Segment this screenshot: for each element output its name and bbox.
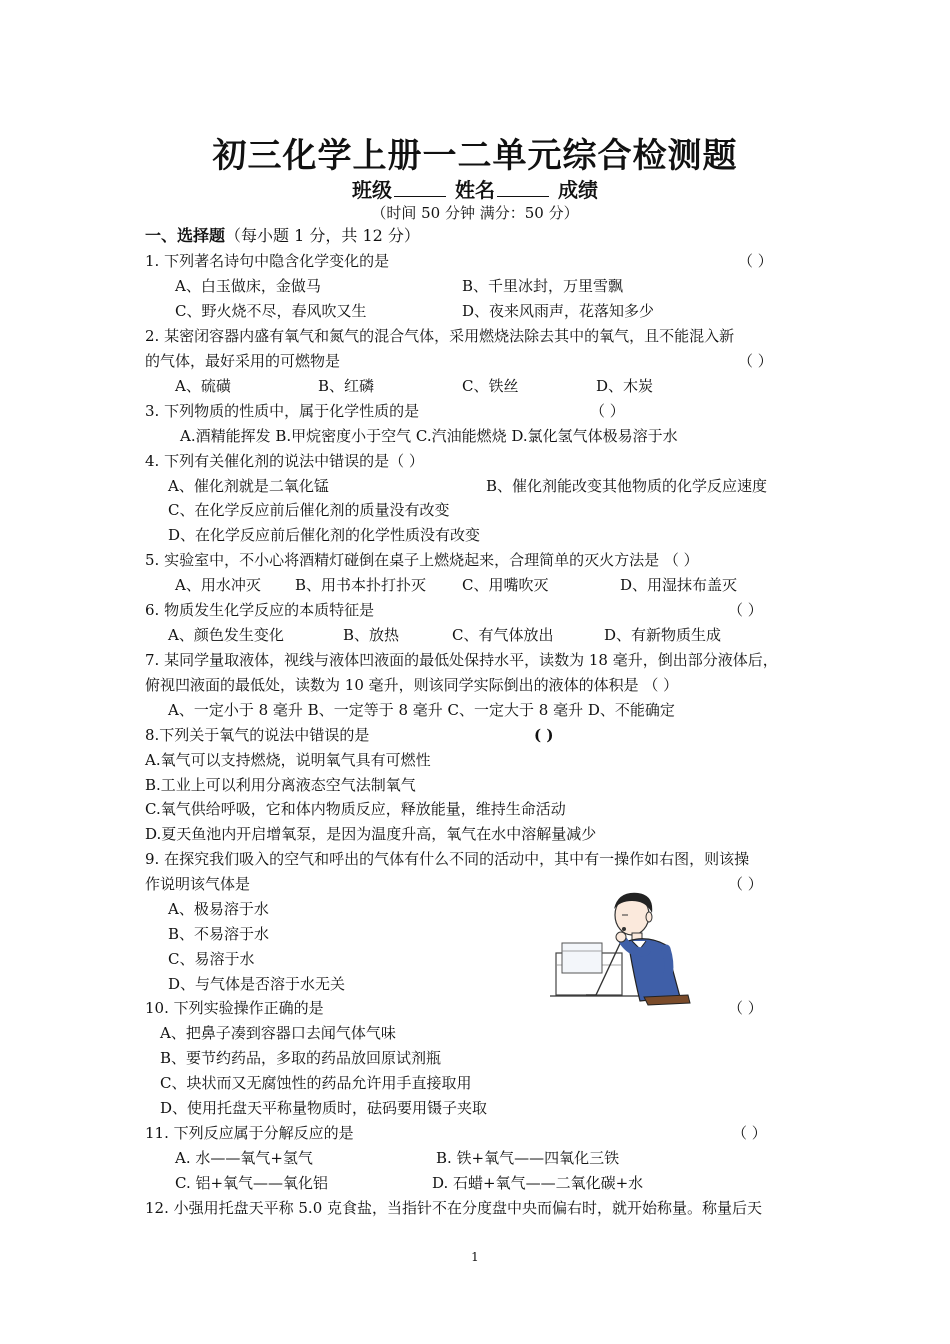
q6-stem: 6. 物质发生化学反应的本质特征是 <box>145 601 375 619</box>
student-blowing-straw-illustration <box>548 885 708 1007</box>
page-title: 初三化学上册一二单元综合检测题 <box>212 136 738 176</box>
q1-stem: 1. 下列著名诗句中隐含化学变化的是 <box>145 252 390 270</box>
q10-stem: 10. 下列实验操作正确的是 <box>145 999 324 1017</box>
q8-option-b: B.工业上可以利用分离液态空气法制氧气 <box>145 776 416 794</box>
student-info-line <box>0 174 950 203</box>
q2-stem-line1: 2. 某密闭容器内盛有氧气和氮气的混合气体，采用燃烧法除去其中的氧气，且不能混入新 <box>145 327 735 345</box>
q1-option-b: B、千里冰封，万里雪飘 <box>462 277 624 295</box>
q9-option-d: D、与气体是否溶于水无关 <box>168 975 346 993</box>
q9-option-b: B、不易溶于水 <box>168 925 270 943</box>
section-heading <box>145 226 420 246</box>
q3-stem: 3. 下列物质的性质中，属于化学性质的是 <box>145 402 420 420</box>
q5-stem: 5. 实验室中，不小心将酒精灯碰倒在桌子上燃烧起来，合理简单的灭火方法是 （ ） <box>145 551 699 569</box>
q6-option-c: C、有气体放出 <box>452 626 554 644</box>
q9-stem-line2: 作说明该气体是 <box>145 875 251 893</box>
q1-option-d: D、夜来风雨声，花落知多少 <box>462 302 655 320</box>
q2-option-c: C、铁丝 <box>462 377 519 395</box>
q9-option-c: C、易溶于水 <box>168 950 255 968</box>
q5-option-a: A、用水冲灭 <box>175 576 261 594</box>
q5-option-b: B、用书本扑打扑灭 <box>295 576 427 594</box>
score-label: 成绩 <box>557 178 598 202</box>
q6-option-b: B、放热 <box>343 626 400 644</box>
q5-option-c: C、用嘴吹灭 <box>462 576 549 594</box>
section-note: （每小题 1 分，共 12 分） <box>225 226 420 245</box>
q6-answer-paren: （ ） <box>728 601 763 619</box>
q12-stem: 12. 小强用托盘天平称 5.0 克食盐，当指针不在分度盘中央而偏右时，就开始称量。称量后天 <box>145 1199 763 1217</box>
q10-option-d: D、使用托盘天平称量物质时，砝码要用镊子夹取 <box>160 1099 488 1117</box>
q1-option-c: C、野火烧不尽，春风吹又生 <box>175 302 367 320</box>
q2-stem-line2: 的气体，最好采用的可燃物是 <box>145 352 341 370</box>
q6-option-d: D、有新物质生成 <box>604 626 722 644</box>
q3-options: A.酒精能挥发 B.甲烷密度小于空气 C.汽油能燃烧 D.氯化氢气体极易溶于水 <box>180 427 678 445</box>
class-label: 班级 <box>352 178 393 202</box>
q9-stem-line1: 9. 在探究我们吸入的空气和呼出的气体有什么不同的活动中，其中有一操作如右图，则该操 <box>145 850 750 868</box>
q11-answer-paren: （ ） <box>732 1124 767 1142</box>
q10-answer-paren: （ ） <box>728 999 763 1017</box>
q4-option-a: A、催化剂就是二氧化锰 <box>168 477 329 495</box>
q8-option-d: D.夏天鱼池内开启增氧泵，是因为温度升高，氧气在水中溶解量减少 <box>145 825 597 843</box>
q1-option-a: A、白玉做床，金做马 <box>175 277 321 295</box>
time-note: （时间 50 分钟 满分：50 分） <box>371 204 579 222</box>
q2-answer-paren: （ ） <box>738 352 773 370</box>
name-blank <box>497 178 549 197</box>
q5-option-d: D、用湿抹布盖灭 <box>620 576 738 594</box>
class-blank <box>394 178 446 197</box>
q2-option-a: A、硫磺 <box>175 377 231 395</box>
q9-answer-paren: （ ） <box>728 875 763 893</box>
q2-option-d: D、木炭 <box>596 377 654 395</box>
q1-answer-paren: （ ） <box>738 252 773 270</box>
q11-option-b: B. 铁+氧气——四氧化三铁 <box>436 1149 620 1167</box>
section-title: 一、选择题 <box>145 226 226 245</box>
q7-stem-line2: 俯视凹液面的最低处，读数为 10 毫升，则该同学实际倒出的液体的体积是 （ ） <box>145 676 679 694</box>
q7-options: A、一定小于 8 毫升 B、一定等于 8 毫升 C、一定大于 8 毫升 D、不能确定 <box>168 701 675 719</box>
q4-option-d: D、在化学反应前后催化剂的化学性质没有改变 <box>168 526 481 544</box>
q10-option-c: C、块状而又无腐蚀性的药品允许用手直接取用 <box>160 1074 472 1092</box>
q4-option-b: B、催化剂能改变其他物质的化学反应速度 <box>486 477 768 495</box>
q11-option-d: D. 石蜡+氧气——二氧化碳+水 <box>432 1174 644 1192</box>
q11-option-c: C. 铝+氧气——氧化铝 <box>175 1174 329 1192</box>
q8-answer-paren: ( ) <box>534 726 554 744</box>
q8-option-c: C.氧气供给呼吸，它和体内物质反应，释放能量，维持生命活动 <box>145 800 566 818</box>
q11-stem: 11. 下列反应属于分解反应的是 <box>145 1124 354 1142</box>
q3-answer-paren: （ ） <box>590 402 625 420</box>
name-label: 姓名 <box>455 178 495 202</box>
q8-stem: 8.下列关于氧气的说法中错误的是 <box>145 726 370 744</box>
q9-option-a: A、极易溶于水 <box>168 900 269 918</box>
q4-stem: 4. 下列有关催化剂的说法中错误的是（ ） <box>145 452 424 470</box>
q10-option-b: B、要节约药品，多取的药品放回原试剂瓶 <box>160 1049 442 1067</box>
q10-option-a: A、把鼻子凑到容器口去闻气体气味 <box>160 1024 396 1042</box>
q2-option-b: B、红磷 <box>318 377 375 395</box>
q7-stem-line1: 7. 某同学量取液体，视线与液体凹液面的最低处保持水平，读数为 18 毫升，倒出部分液体后， <box>145 651 778 669</box>
q6-option-a: A、颜色发生变化 <box>168 626 284 644</box>
page-number: 1 <box>471 1250 479 1264</box>
q8-option-a: A.氧气可以支持燃烧，说明氧气具有可燃性 <box>145 751 431 769</box>
q11-option-a: A. 水——氧气+氢气 <box>175 1149 313 1167</box>
q4-option-c: C、在化学反应前后催化剂的质量没有改变 <box>168 501 450 519</box>
